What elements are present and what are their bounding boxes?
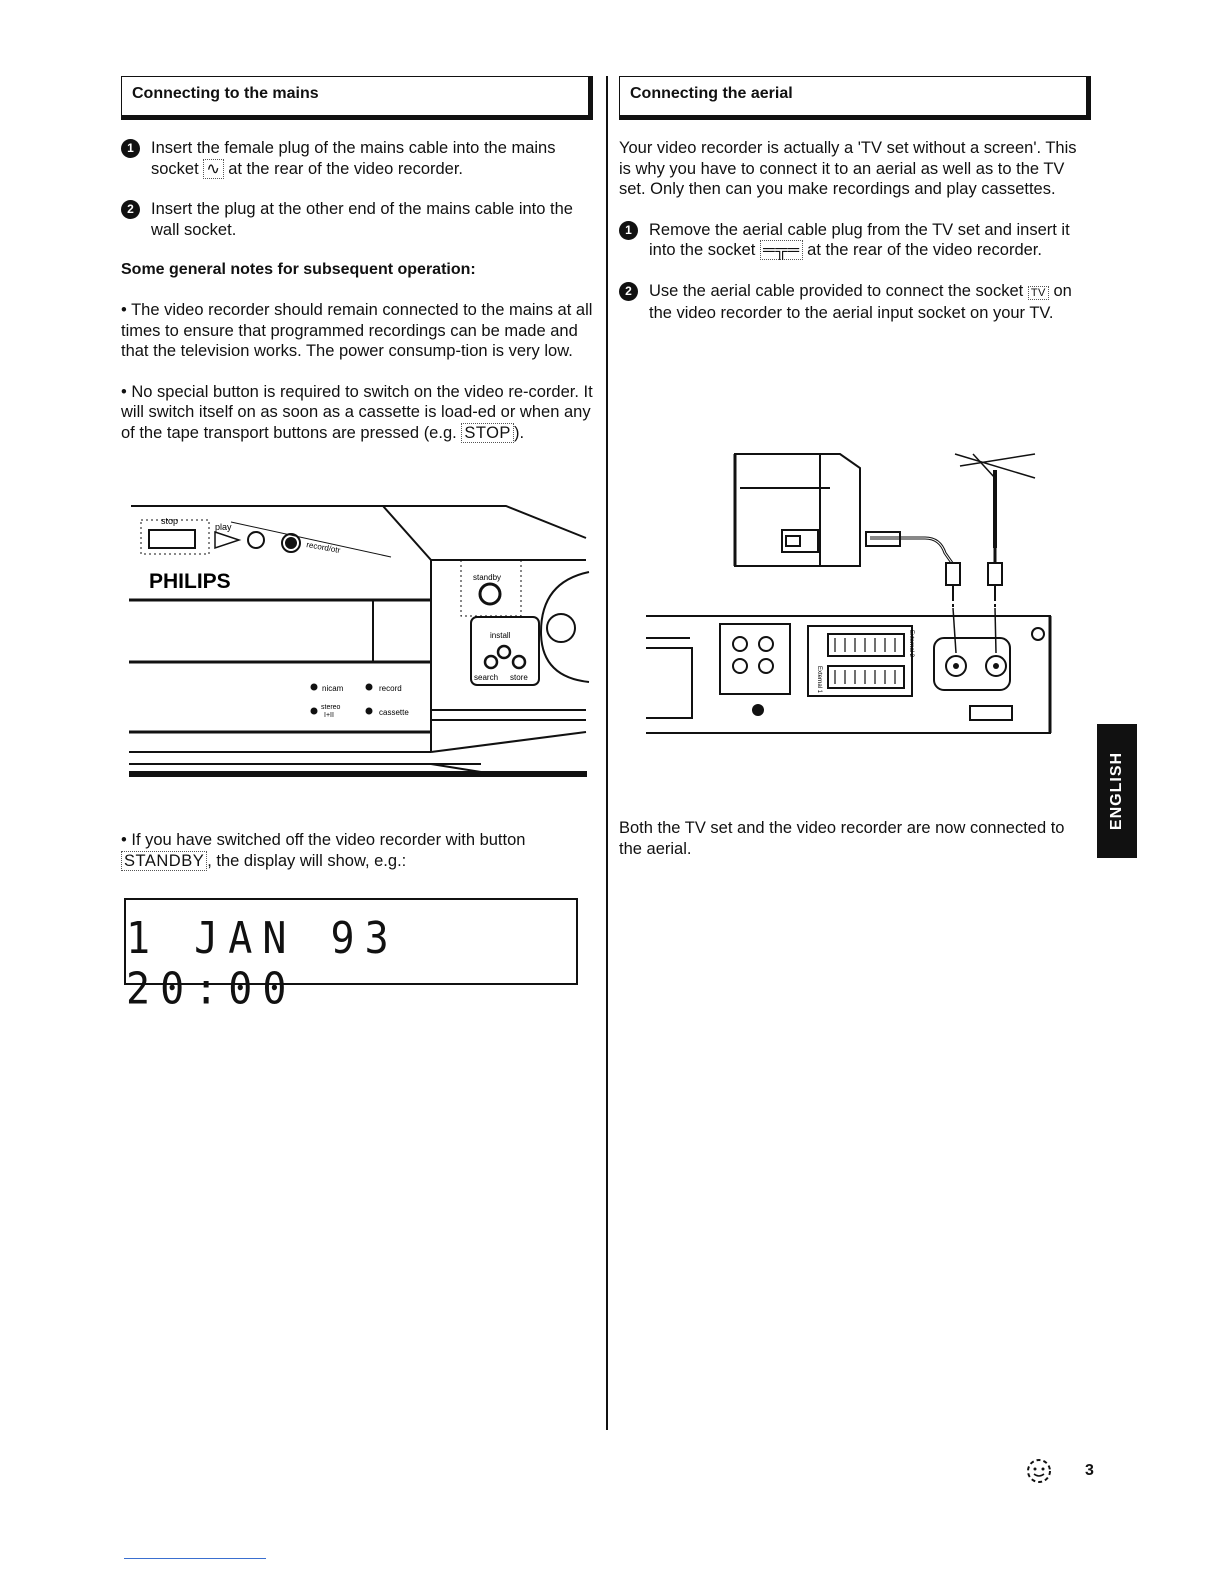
external-1-label: External 1 [816,666,822,694]
notes-heading: Some general notes for subsequent operation: [121,261,476,278]
step-1-mains: 1 Insert the female plug of the mains cable into the mains socket ∿ at the rear of the video recorder. [121,138,593,179]
step-number: 1 [121,139,140,158]
standby-label: standby [473,573,502,582]
display-example [124,898,578,1015]
language-symbol-icon [1024,1456,1054,1486]
stop-key-label: STOP [461,423,514,443]
aerial-closing: Both the TV set and the video recorder are now connected to the aerial. [619,819,1065,858]
brand-logo: PHILIPS [149,570,231,593]
search-label: search [474,673,499,682]
standby-key-label: STANDBY [121,851,207,871]
stereo-label: stereo [321,704,341,711]
step-1-aerial: 1 Remove the aerial cable plug from the TV set and insert it into the socket ═╦═ at the rear of the video recorder. [619,220,1091,261]
step-number: 2 [619,282,638,301]
note-bullet-3: • If you have switched off the video recorder with button STANDBY , the display will show, e.g.: [121,831,526,870]
record-led-label: record [379,684,402,693]
vcr-front-panel-illustration [121,502,591,782]
section-heading-aerial: Connecting the aerial [619,76,1091,120]
aerial-intro: Your video recorder is actually a 'TV set without a screen'. This is why you have to connect it to an aerial as well as to the TV set. Only then can you make recordings and play cassettes. [619,139,1077,198]
step-2-aerial: 2 Use the aerial cable provided to connect the socket TV on the video recorder to the aerial input socket on your TV. [619,281,1091,324]
tv-socket-symbol: TV [1028,286,1049,300]
cassette-label: cassette [379,708,409,717]
aerial-connection-diagram [640,448,1060,743]
left-column [121,76,593,443]
record-otr-label: record/otr [305,540,341,555]
external-2-label: External 2 [908,630,914,658]
column-divider [606,76,608,1430]
step-2-mains: 2 Insert the plug at the other end of the mains cable into the wall socket. [121,199,593,240]
display-readout: 1 JAN 93 20:00 [126,913,399,1015]
step-number: 1 [619,221,638,240]
play-label: play [215,522,232,532]
note-bullet-1: • The video recorder should remain connected to the mains at all times to ensure that programmed recordings can be made and that the television works. The power consump-tion is very low. [121,301,593,360]
store-label: store [510,673,528,682]
aerial-in-socket-icon: ═╦═ [760,240,803,260]
footer-line [124,1558,266,1559]
page-number: 3 [1085,1462,1094,1479]
section-heading-mains: Connecting to the mains [121,76,593,120]
note-bullet-2: • No special button is required to switch on the video re-corder. It will switch itself on as soon as a cassette is load-ed or when any of the tape transport buttons are pressed (e.g. STOP ). [121,382,593,442]
nicam-label: nicam [322,684,344,693]
stop-label: stop [161,516,179,526]
stereo-sub-label: I+II [324,712,334,719]
install-label: install [490,631,511,640]
language-tab: ENGLISH [1097,724,1137,858]
right-column [619,76,1091,324]
step-number: 2 [121,200,140,219]
mains-socket-symbol: ∿ [203,159,223,179]
